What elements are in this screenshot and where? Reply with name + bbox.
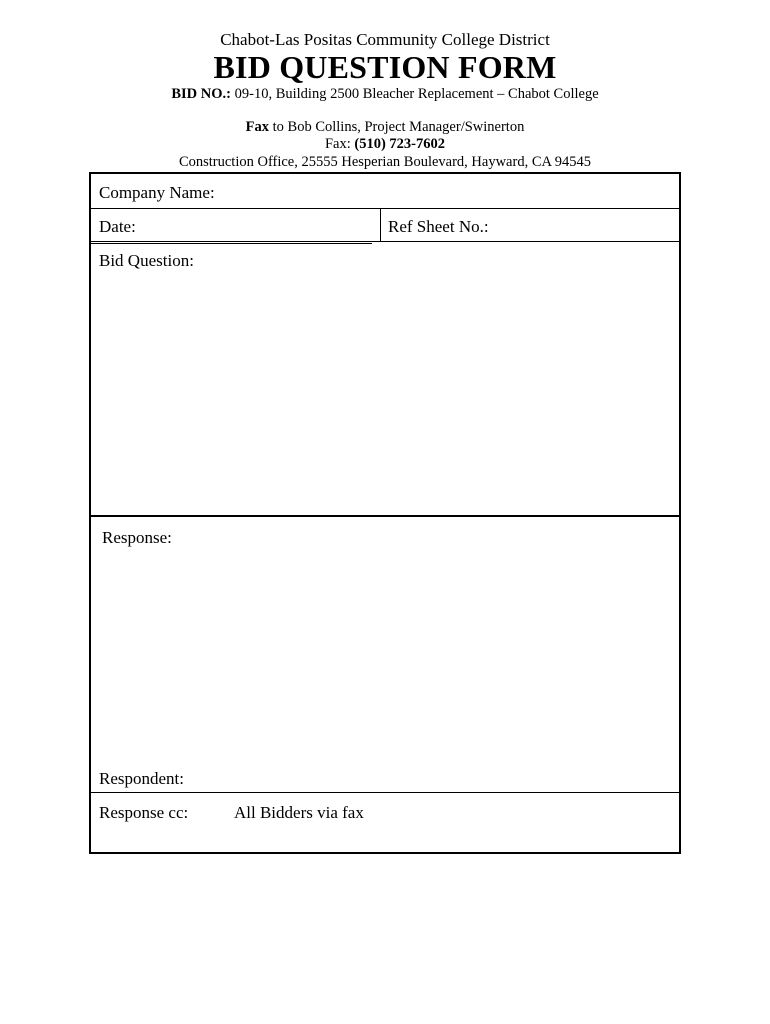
fax-number-line [0,136,770,153]
bid-number-line [0,86,770,103]
fax-label: Fax [245,119,269,135]
response-box [89,515,681,854]
bid-number-label: BID NO.: [171,86,231,102]
respondent-field[interactable]: Respondent: [99,769,184,788]
construction-office-address: Construction Office, 25555 Hesperian Boulevard, Hayward, CA 94545 [178,154,592,170]
bid-number-text: 09-10, Building 2500 Bleacher Replacement – Chabot College [230,86,599,102]
fax-number-label: Fax: [324,136,355,152]
fax-recipient-line [0,119,770,136]
bid-question-field[interactable]: Bid Question: [99,251,194,270]
company-name-field[interactable]: Company Name: [99,183,215,202]
fax-recipient: to Bob Collins, Project Manager/Swinerton [269,119,525,135]
district-name: Chabot-Las Positas Community College District [220,30,550,49]
divider-line [91,241,679,242]
response-field[interactable]: Response: [102,528,172,547]
divider-line [91,792,679,793]
response-cc-label: Response cc: [99,803,189,822]
bid-question-box [89,172,681,518]
form-title: BID QUESTION FORM [213,49,557,85]
divider-line [380,208,381,242]
date-field[interactable]: Date: [99,217,136,236]
divider-line [91,243,372,244]
response-cc-value: All Bidders via fax [234,803,364,822]
fax-number: (510) 723-7602 [354,136,446,152]
divider-line [91,208,679,209]
ref-sheet-field[interactable]: Ref Sheet No.: [388,217,489,236]
